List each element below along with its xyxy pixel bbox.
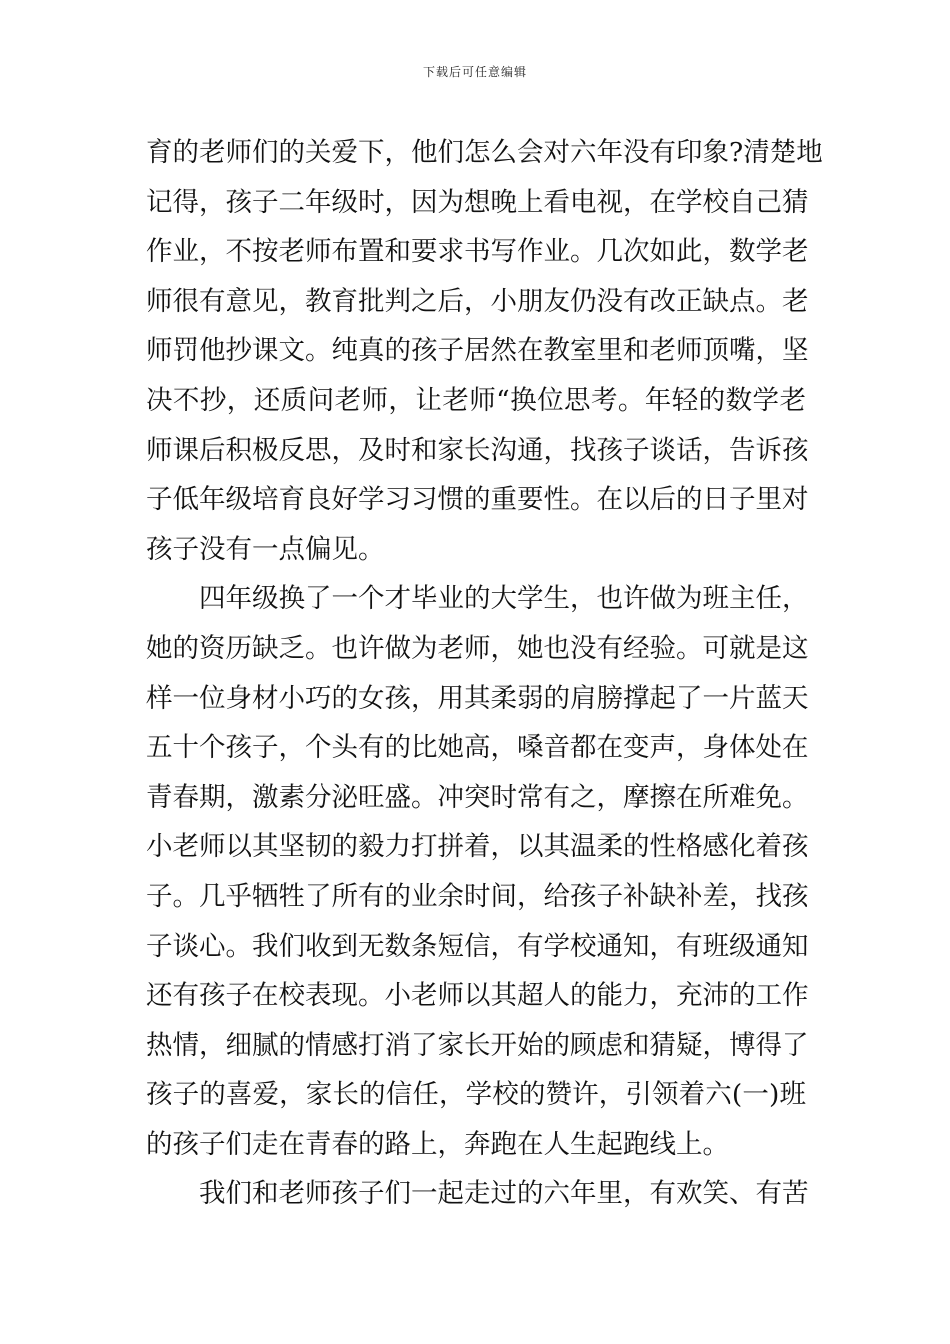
text-line: 决不抄，还质问老师，让老师“换位思考。年轻的数学老: [146, 384, 806, 416]
text-line: 子谈心。我们收到无数条短信，有学校通知，有班级通知: [146, 930, 809, 962]
text-line: 我们和老师孩子们一起走过的六年里，有欢笑、有苦: [199, 1178, 809, 1210]
paragraph: [146, 128, 823, 574]
text-line: 师罚他抄课文。纯真的孩子居然在教室里和老师顶嘴，坚: [146, 335, 809, 367]
text-line: 师课后积极反思，及时和家长沟通，找孩子谈话，告诉孩: [146, 434, 809, 466]
text-line: 孩子没有一点偏见。: [146, 533, 385, 565]
text-line: 小老师以其坚韧的毅力打拼着，以其温柔的性格感化着孩: [146, 831, 809, 863]
page-header: 下载后可任意编辑: [422, 65, 527, 79]
text-line: 子。几乎牺牲了所有的业余时间，给孩子补缺补差，找孩: [146, 880, 809, 912]
text-line: 样一位身材小巧的女孩，用其柔弱的肩膀撑起了一片蓝天: [146, 682, 809, 714]
document-body: [146, 128, 823, 1219]
text-line: 还有孩子在校表现。小老师以其超人的能力，充沛的工作: [146, 980, 809, 1012]
text-line: 的孩子们走在青春的路上，奔跑在人生起跑线上。: [146, 1128, 729, 1160]
text-line: 记得，孩子二年级时，因为想晚上看电视，在学校自己猜: [146, 186, 809, 218]
text-line: 五十个孩子，个头有的比她高，嗓音都在变声，身体处在: [146, 732, 809, 764]
paragraph: [146, 1169, 809, 1219]
text-line: 她的资历缺乏。也许做为老师，她也没有经验。可就是这: [146, 632, 809, 664]
text-line: 子低年级培育良好学习习惯的重要性。在以后的日子里对: [146, 484, 809, 516]
text-line: 四年级换了一个才毕业的大学生，也许做为班主任，: [199, 583, 809, 615]
paragraph: [146, 574, 809, 1169]
text-line: 育的老师们的关爱下，他们怎么会对六年没有印象?清楚地: [146, 137, 823, 168]
text-line: 热情，细腻的情感打消了家长开始的顾虑和猜疑，博得了: [146, 1029, 809, 1061]
text-line: 孩子的喜爱，家长的信任，学校的赞许，引领着六(一)班: [146, 1079, 806, 1111]
text-line: 师很有意见，教育批判之后，小朋友仍没有改正缺点。老: [146, 285, 809, 317]
text-line: 作业，不按老师布置和要求书写作业。几次如此，数学老: [146, 236, 809, 268]
text-line: 青春期，激素分泌旺盛。冲突时常有之，摩擦在所难免。: [146, 781, 809, 813]
